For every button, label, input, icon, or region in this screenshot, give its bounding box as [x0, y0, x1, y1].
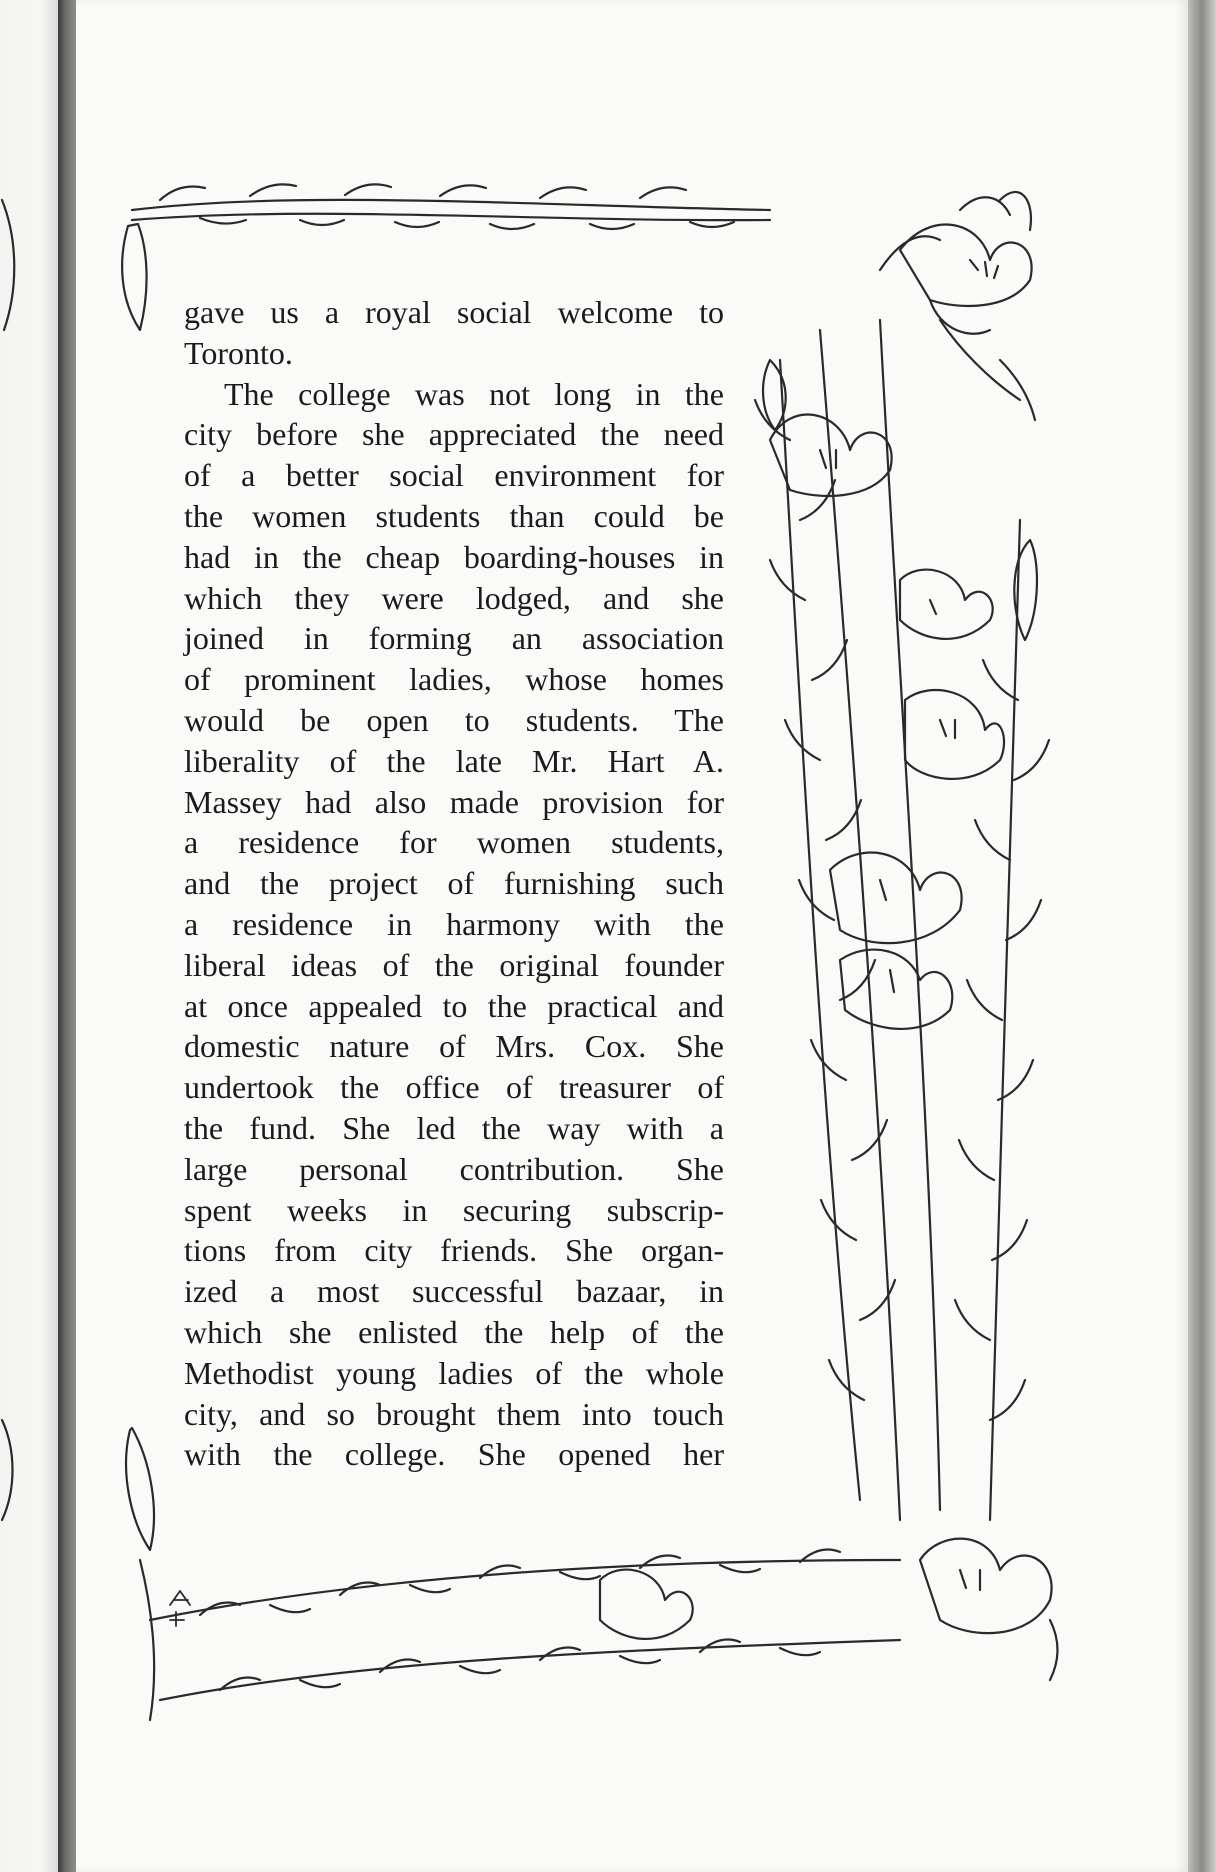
text-line: ized a most successful bazaar, in	[184, 1273, 724, 1310]
text-line: Massey had also made provision for	[184, 783, 724, 820]
text-line: liberal ideas of the original founder	[184, 946, 724, 983]
text-line: would be open to students. The	[184, 701, 724, 738]
body-text	[184, 292, 724, 1475]
text-line: the women students than could be	[184, 497, 724, 534]
text-line: liberality of the late Mr. Hart A.	[184, 742, 724, 779]
text-line: The college was not long in the	[224, 375, 724, 412]
text-line: gave us a royal social welcome to	[184, 294, 724, 330]
left-page-edge	[0, 0, 58, 1872]
text-line: joined in forming an association	[184, 620, 724, 657]
text-line: a residence for women students,	[184, 824, 724, 861]
text-line: undertook the office of treasurer of	[184, 1069, 724, 1106]
text-line: domestic nature of Mrs. Cox. She	[184, 1028, 724, 1065]
text-line: spent weeks in securing subscrip-	[184, 1191, 724, 1228]
text-line: Methodist young ladies of the whole	[184, 1354, 724, 1391]
text-line: and the project of furnishing such	[184, 865, 724, 902]
text-line: of a better social environment for	[184, 457, 724, 494]
right-page-edge	[1188, 0, 1216, 1872]
text-line: had in the cheap boarding-houses in	[184, 538, 724, 575]
text-line: which they were lodged, and she	[184, 579, 724, 616]
text-line: of prominent ladies, whose homes	[184, 661, 724, 698]
book-spine	[58, 0, 76, 1872]
text-line: with the college. She opened her	[184, 1436, 724, 1473]
text-line: the fund. She led the way with a	[184, 1109, 724, 1146]
text-line: at once appealed to the practical and	[184, 987, 724, 1024]
text-line: which she enlisted the help of the	[184, 1313, 724, 1350]
text-line: a residence in harmony with the	[184, 905, 724, 942]
text-line: city, and so brought them into touch	[184, 1395, 724, 1432]
text-line: tions from city friends. She organ-	[184, 1232, 724, 1269]
text-line: large personal contribution. She	[184, 1150, 724, 1187]
text-line: city before she appreciated the need	[184, 416, 724, 453]
text-line: Toronto.	[184, 334, 293, 371]
